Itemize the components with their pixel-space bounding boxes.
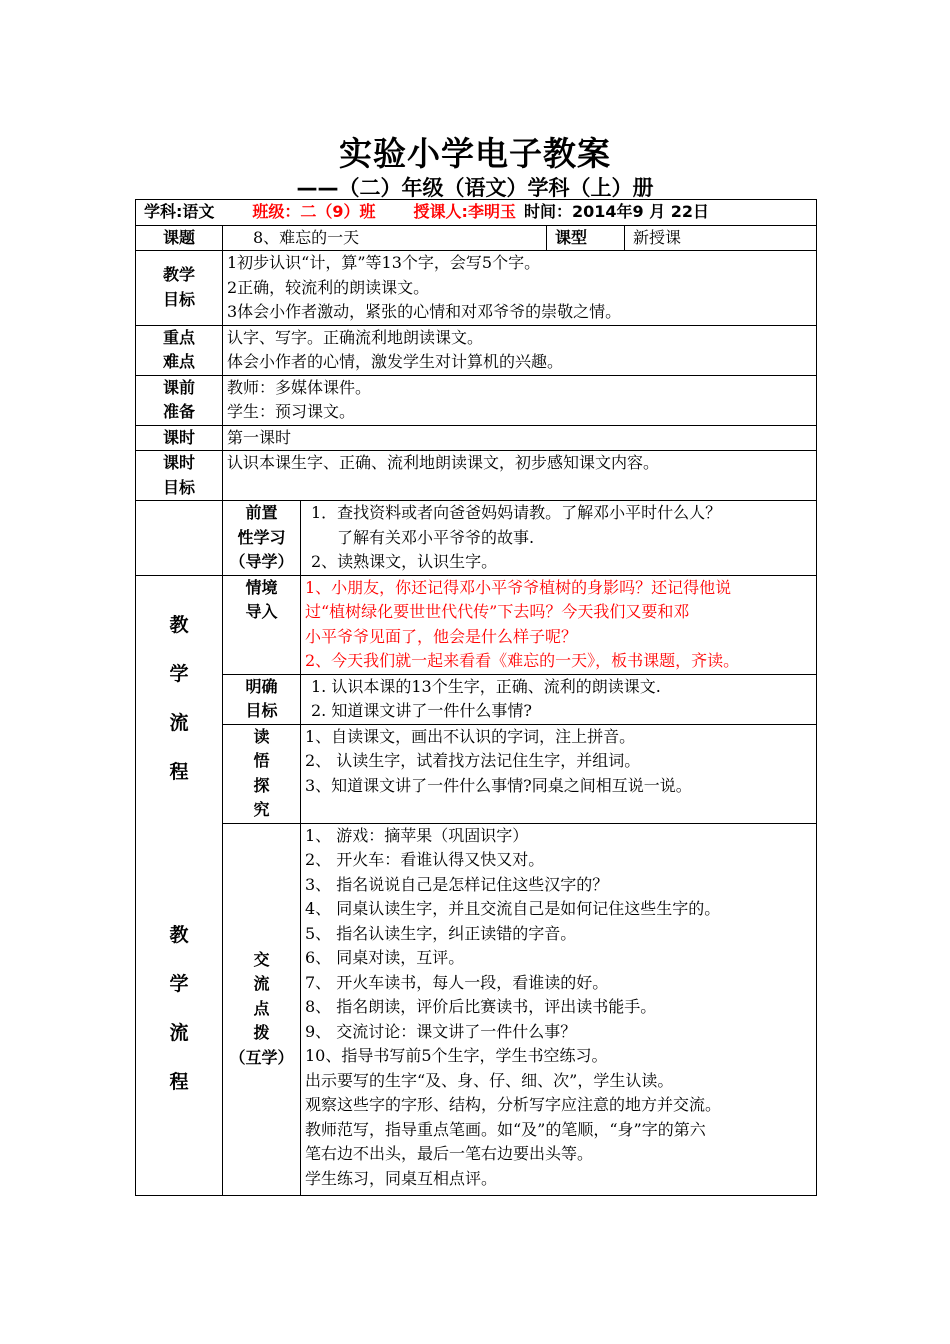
list-item: 教师范写，指导重点笔画。如“及”的笔顺，“身”字的第六 (305, 1119, 706, 1139)
period-value: 第一课时 (223, 425, 817, 451)
intro-label: 情境 导入 (223, 575, 301, 674)
prep-row (136, 375, 817, 425)
period-goal-value: 认识本课生字、正确、流利地朗读课文，初步感知课文内容。 (223, 451, 817, 501)
period-goal-label: 课时 目标 (136, 451, 223, 501)
pre-study-content: 1．查找资料或者向爸爸妈妈请教。了解邓小平时什么人？ 了解有关邓小平爷爷的故事. 2、读熟课文，认识生字。 (301, 501, 817, 576)
intro-row (136, 575, 817, 674)
exchange-row (136, 823, 817, 1195)
explore-content: 1、自读课文，画出不认识的字词，注上拼音。 2、 认读生字，试着找方法记住生字，并组词。 3、知道课文讲了一件什么事情?同桌之间相互说一说。 (301, 724, 817, 823)
lesson-type-label: 课型 (547, 225, 625, 251)
subject-field: 学科:语文 (144, 202, 215, 221)
list-item: 1、 游戏：摘苹果（巩固识字） (305, 825, 529, 845)
list-item: 学生练习，同桌互相点评。 (305, 1168, 498, 1188)
list-item: 观察这些字的字形、结构，分析写字应注意的地方并交流。 (305, 1095, 722, 1114)
list-item: 10、指导书写前5个生字，学生书空练习。 (305, 1046, 608, 1065)
list-item: 2、 开火车：看谁认得又快又对。 (305, 850, 545, 869)
objective-content: 1. 认识本课的13个生字，正确、流利的朗读课文. 2. 知道课文讲了一件什么事情? (301, 674, 817, 724)
list-item: 9、 交流讨论：课文讲了一件什么事？ (305, 1021, 577, 1041)
list-item: 笔右边不出头，最后一笔右边要出头等。 (305, 1144, 594, 1163)
objective-label: 明确 目标 (223, 674, 301, 724)
teacher-field: 授课人:李明玉 (413, 202, 516, 221)
list-item: 7、 开火车读书，每人一段，看谁读的好。 (305, 972, 609, 992)
time-field: 时间：2014年9 月 22日 (523, 202, 710, 221)
list-item: 3、 指名说说自己是怎样记住这些汉字的？ (305, 874, 609, 894)
pre-study-row (136, 501, 817, 576)
process-label-2: 教 学 流 程 (136, 823, 223, 1195)
explore-label: 读 悟 探 究 (223, 724, 301, 823)
process-label-1: 教 学 流 程 (136, 575, 223, 823)
period-row (136, 425, 817, 451)
explore-row (136, 724, 817, 823)
period-goal-row (136, 451, 817, 501)
topic-row (136, 225, 817, 251)
key-points-row (136, 325, 817, 375)
key-points-label: 重点 难点 (136, 325, 223, 375)
topic-label: 课题 (136, 225, 223, 251)
goals-label: 教学 目标 (136, 251, 223, 326)
exchange-content (301, 823, 817, 1195)
class-field: 班级：二（9）班 (252, 202, 376, 221)
period-label: 课时 (136, 425, 223, 451)
key-points-content: 认字、写字。正确流利地朗读课文。 体会小作者的心情，激发学生对计算机的兴趣。 (223, 325, 817, 375)
list-item: 8、 指名朗读，评价后比赛读书，评出读书能手。 (305, 997, 657, 1016)
lesson-type-value: 新授课 (625, 225, 817, 251)
goals-content (223, 251, 817, 326)
intro-content: 1、小朋友，你还记得邓小平爷爷植树的身影吗？还记得他说 过“植树绿化要世世代代传”下去吗？今天我们又要和邓 小平爷爷见面了，他会是什么样子呢？ 2、今天我们就一起来看看《难忘的一天》，板书课题，齐读。 (301, 575, 817, 674)
goals-row (136, 251, 817, 326)
list-item: 出示要写的生字“及、身、仔、细、次”，学生认读。 (305, 1070, 674, 1090)
goal-item: 1初步认识“计，算”等13个字，会写5个字。 (227, 253, 541, 272)
goal-item: 3体会小作者激动，紧张的心情和对邓爷爷的崇敬之情。 (227, 302, 622, 321)
topic-value: 8、难忘的一天 (223, 225, 547, 251)
prep-label: 课前 准备 (136, 375, 223, 425)
pre-study-label: 前置 性学习 （导学） (223, 501, 301, 576)
goal-item: 2正确，较流利的朗读课文。 (227, 277, 430, 297)
list-item: 4、 同桌认读生字，并且交流自己是如何记住这些生字的。 (305, 899, 721, 918)
objective-row (136, 674, 817, 724)
list-item: 6、 同桌对读，互评。 (305, 948, 465, 967)
page-subtitle: ——（二）年级（语文）学科（上）册 (296, 176, 654, 200)
header-row (136, 200, 817, 226)
lesson-plan-table (135, 199, 817, 1196)
exchange-label: 交 流 点 拨 （互学） (223, 823, 301, 1195)
list-item: 5、 指名认读生字，纠正读错的字音。 (305, 923, 577, 943)
page-title: 实验小学电子教案 (339, 134, 611, 173)
prep-content: 教师：多媒体课件。 学生：预习课文。 (223, 375, 817, 425)
